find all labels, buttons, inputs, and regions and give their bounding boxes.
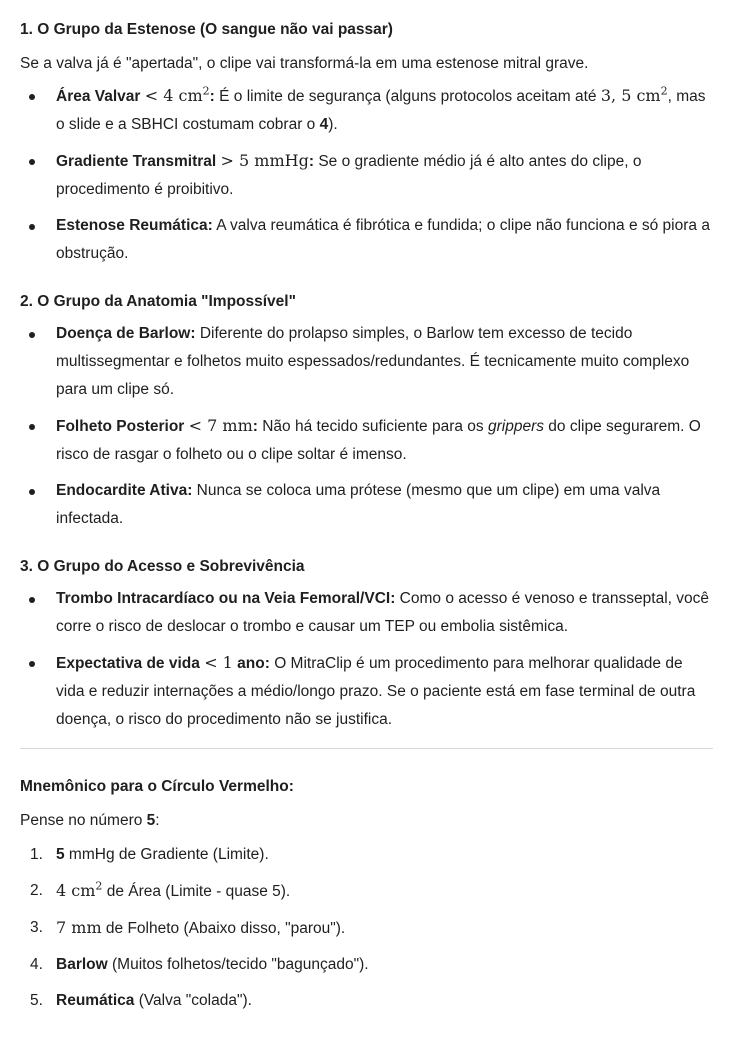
section-estenose [20, 16, 713, 268]
bullet-icon [29, 489, 35, 495]
list-item-estenose-reumatica [20, 212, 713, 268]
item-text: Nunca se coloca uma prótese (mesmo que um clipe) em uma valva infectada. [56, 482, 661, 527]
list-item: 1. 5 mmHg de Gradiente (Limite). [20, 841, 713, 869]
section-mnemonico [20, 773, 713, 1015]
section-anatomia [20, 288, 713, 533]
item-term: Área Valvar [56, 88, 141, 105]
bullet-icon [29, 332, 35, 338]
math-expression: 7 mm [56, 918, 102, 937]
item-term: Folheto Posterior [56, 418, 185, 435]
section-title: 2. O Grupo da Anatomia "Impossível" [20, 293, 296, 310]
list-item-area-valvar: Área Valvar < 4 $cm^2$: É o limite de segurança (alguns protocolos aceitam até 3, 5 $cm^2$, mas o slide e a SBHCI costumam cobrar o 4). [20, 82, 713, 139]
numbered-list [20, 841, 713, 1015]
list-item: 3. 7 mm de Folheto (Abaixo disso, "parou"). [20, 914, 713, 943]
bullet-icon [29, 224, 35, 230]
item-text: O MitraClip é um procedimento para melhorar qualidade de vida e reduzir internações a médio/longo prazo. Se o paciente está em fase terminal de outra doença, o risco do procedimento não se justifica. [56, 655, 696, 728]
bold-value: 4 [319, 116, 329, 133]
item-term: Estenose Reumática: [56, 217, 213, 234]
list-item-endocardite [20, 477, 713, 533]
section-title: 3. O Grupo do Acesso e Sobrevivência [20, 558, 305, 575]
list-item-trombo [20, 585, 713, 641]
list-item-barlow [20, 320, 713, 404]
item-text: Diferente do prolapso simples, o Barlow tem excesso de tecido multissegmentar e folhetos muito espessados/redundantes. É tecnicamente muito complexo para um clipe só. [56, 325, 690, 398]
math-expression: 4 $cm^2$ [56, 879, 103, 900]
list-item-expectativa-vida: Expectativa de vida < 1 ano: O MitraClip é um procedimento para melhorar qualidade de vida e reduzir internações a médio/longo prazo. Se o paciente está em fase terminal de outra doença, o risco do procedimento não se justifica. [20, 649, 713, 734]
bullet-list [20, 82, 713, 268]
math-expression: < 7 mm [188, 416, 253, 435]
math-expression: > 5 mmHg [220, 151, 309, 170]
item-term: Gradiente Transmitral [56, 153, 217, 170]
math-expression: 3, 5 $cm^2$ [600, 84, 668, 105]
item-term: Endocardite Ativa: [56, 482, 193, 499]
item-term: Doença de Barlow: [56, 325, 196, 342]
section-title: 1. O Grupo da Estenose (O sangue não vai passar) [20, 21, 393, 38]
list-item: 4. Barlow (Muitos folhetos/tecido "bagunçado"). [20, 951, 713, 979]
section-intro: Se a valva já é "apertada", o clipe vai transformá-la em uma estenose mitral grave. [20, 55, 589, 72]
bullet-list [20, 320, 713, 533]
list-number: 5. [30, 992, 43, 1009]
list-number: 1. [30, 846, 43, 863]
bullet-icon [29, 424, 35, 430]
list-item-folheto-posterior: Folheto Posterior < 7 mm: Não há tecido suficiente para os grippers do clipe segurarem. O risco de rasgar o folheto ou o clipe soltar é imenso. [20, 412, 713, 469]
item-text: Se o gradiente médio já é alto antes do clipe, o procedimento é proibitivo. [56, 153, 642, 198]
math-expression: < 1 [204, 653, 233, 672]
bullet-icon [29, 597, 35, 603]
bullet-icon [29, 94, 35, 100]
bullet-icon [29, 159, 35, 165]
math-expression: < 4 $cm^2$ [144, 84, 210, 105]
item-text: Como o acesso é venoso e transseptal, você corre o risco de deslocar o trombo e causar um TEP ou embolia sistêmica. [56, 590, 709, 635]
list-item: 2. 4 $cm^2$ de Área (Limite - quase 5). [20, 877, 713, 906]
list-number: 2. [30, 882, 43, 899]
bullet-list [20, 585, 713, 734]
section-title: Mnemônico para o Círculo Vermelho: [20, 778, 294, 795]
item-text: A valva reumática é fibrótica e fundida; o clipe não funciona e só piora a obstrução. [56, 217, 710, 262]
italic-term: grippers [487, 418, 544, 435]
item-term: Expectativa de vida [56, 655, 200, 672]
list-item: 5. Reumática (Valva "colada"). [20, 987, 713, 1015]
bullet-icon [29, 661, 35, 667]
section-acesso [20, 553, 713, 734]
list-item-gradiente: Gradiente Transmitral > 5 mmHg: Se o gradiente médio já é alto antes do clipe, o procedimento é proibitivo. [20, 147, 713, 204]
section-intro: Pense no número 5: [20, 812, 160, 829]
section-divider [20, 748, 713, 749]
list-number: 4. [30, 956, 43, 973]
list-number: 3. [30, 919, 43, 936]
item-term: Trombo Intracardíaco ou na Veia Femoral/VCI: [56, 590, 396, 607]
